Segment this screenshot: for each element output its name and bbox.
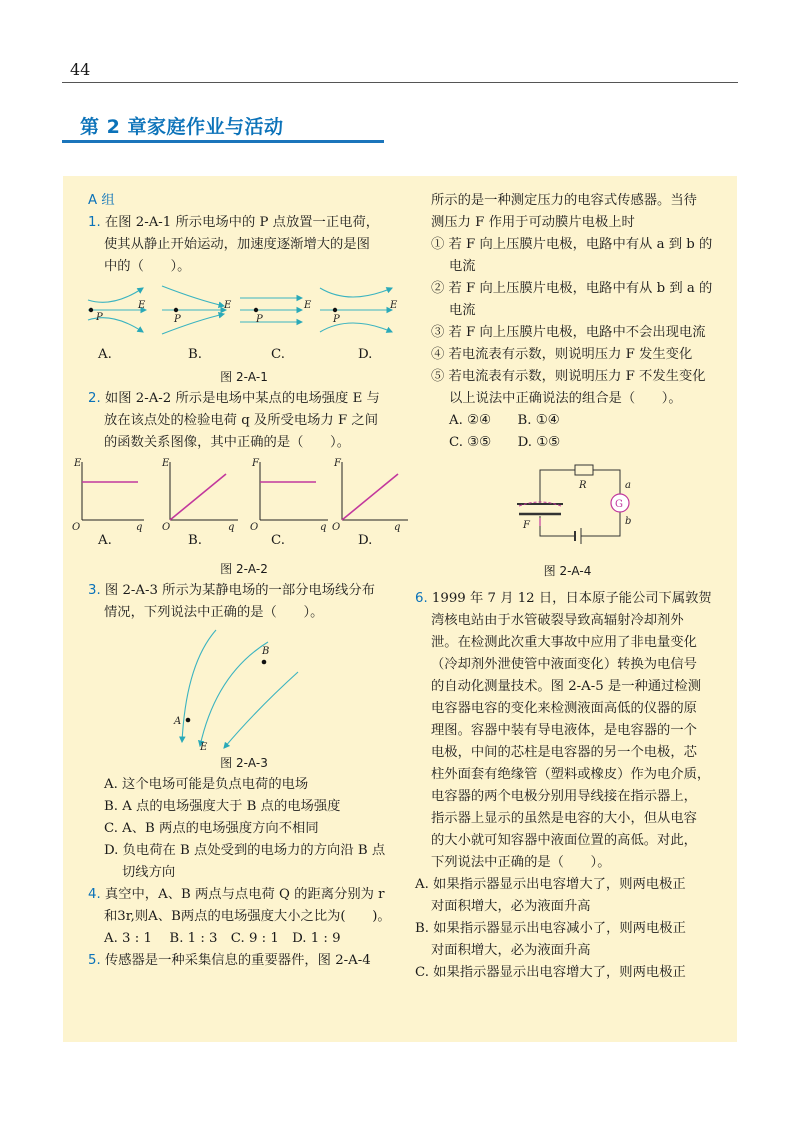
option-label: B. xyxy=(188,347,202,362)
figure-caption: 图 2-A-3 xyxy=(220,756,268,770)
question-text: 如图 2-A-2 所示是电场中某点的电场强度 E 与 xyxy=(104,391,380,406)
question-number: 1. xyxy=(88,215,101,230)
question-6-options xyxy=(415,874,720,984)
point-b-label: B xyxy=(262,646,270,657)
option: 对面积增大，必为液面升高 xyxy=(431,943,591,958)
x-axis-label: q xyxy=(136,522,143,533)
x-axis-label: q xyxy=(394,522,401,533)
option-label: C. xyxy=(271,533,285,548)
figure-caption: 图 2-A-4 xyxy=(543,564,592,578)
question-number: 3. xyxy=(88,583,101,598)
question-text: 湾核电站由于水管破裂导致高辐射冷却剂外 xyxy=(431,613,684,628)
point-label: P xyxy=(96,312,103,323)
statement: 以上说法中正确说法的组合是（ ）。 xyxy=(449,391,682,406)
option: C. 如果指示器显示出电容增大了，则两电极正 xyxy=(415,965,686,980)
question-text: 下列说法中正确的是（ ）。 xyxy=(431,855,611,870)
question-options: A. ②④ B. ①④ xyxy=(449,413,560,428)
statement: ⑤ 若电流表有示数，则说明压力 F 不发生变化 xyxy=(431,369,706,384)
option: A. 如果指示器显示出电容增大了，则两电极正 xyxy=(415,877,686,892)
page-number: 44 xyxy=(70,60,91,79)
left-column xyxy=(72,190,401,972)
figure-2-A-4 xyxy=(415,460,720,560)
y-axis-label: E xyxy=(74,458,82,469)
question-3 xyxy=(88,580,400,624)
question-number: 6. xyxy=(415,591,428,606)
question-text: 的函数关系图像，其中正确的是（ ）。 xyxy=(104,435,350,450)
question-number: 2. xyxy=(88,391,101,406)
y-axis-label: F xyxy=(252,458,259,469)
statement: 电流 xyxy=(449,303,476,318)
question-text: 情况，下列说法中正确的是（ ）。 xyxy=(104,605,324,620)
question-text: 柱外面套有绝缘管（塑料或橡皮）作为电介质， xyxy=(431,767,711,782)
question-4 xyxy=(88,884,400,950)
option-label: B. xyxy=(188,533,202,548)
question-text: 电容器电容的变化来检测液面高低的仪器的原 xyxy=(431,701,697,716)
option: D. 负电荷在 B 点处受到的电场力的方向沿 B 点 xyxy=(104,843,386,858)
option: B. A 点的电场强度大于 B 点的电场强度 xyxy=(104,799,341,814)
point-label: P xyxy=(174,314,181,325)
header-rule xyxy=(62,82,738,83)
question-text: 测压力 F 作用于可动膜片电极上时 xyxy=(431,215,635,230)
question-options: C. ③⑤ D. ①⑤ xyxy=(449,435,561,450)
origin-label: O xyxy=(250,522,259,533)
field-label: E xyxy=(200,742,208,753)
option-label: D. xyxy=(358,347,373,362)
question-text: 指示器上显示的虽然是电容的大小，但从电容 xyxy=(431,811,697,826)
question-6 xyxy=(415,588,720,874)
question-text: 的自动化测量技术。图 2-A-5 是一种通过检测 xyxy=(431,679,702,694)
option: 切线方向 xyxy=(122,865,176,880)
statement: ④ 若电流表有示数，则说明压力 F 发生变化 xyxy=(431,347,693,362)
option: A. 这个电场可能是负点电荷的电场 xyxy=(104,777,309,792)
title-underline xyxy=(62,140,384,143)
origin-label: O xyxy=(332,522,341,533)
force-label: F xyxy=(523,520,530,531)
chapter-title: 第 2 章家庭作业与活动 xyxy=(80,116,284,138)
question-text: 理图。容器中装有导电液体，是电容器的一个 xyxy=(431,723,697,738)
question-text: 电容器的两个电极分别用导线接在指示器上， xyxy=(431,789,697,804)
resistor-symbol xyxy=(575,465,593,475)
question-text: 所示的是一种测定压力的电容式传感器。当待 xyxy=(431,193,697,208)
question-text: 电极，中间的芯柱是电容器的另一个电极，芯 xyxy=(431,745,697,760)
origin-label: O xyxy=(162,522,171,533)
figure-2-A-2 xyxy=(72,454,401,533)
origin-label: O xyxy=(72,522,81,533)
question-text: 的大小就可知容器中液面位置的高低。对此， xyxy=(431,833,697,848)
point-a-label: A xyxy=(174,716,182,727)
question-text: 图 2-A-3 所示为某静电场的一部分电场线分布 xyxy=(104,583,375,598)
question-text: 在图 2-A-1 所示电场中的 P 点放置一正电荷， xyxy=(104,215,380,230)
statement: ① 若 F 向上压膜片电极，电路中有从 a 到 b 的 xyxy=(431,237,713,252)
statement: ③ 若 F 向上压膜片电极，电路中不会出现电流 xyxy=(431,325,706,340)
x-axis-label: q xyxy=(320,522,327,533)
question-3-options xyxy=(88,774,400,884)
question-text: 泄。在检测此次重大事故中应用了非电量变化 xyxy=(431,635,697,650)
terminal-a-label: a xyxy=(625,480,631,491)
terminal-b-label: b xyxy=(625,516,632,527)
option-label: A. xyxy=(98,533,112,548)
option-label: A. xyxy=(98,347,112,362)
point-label: P xyxy=(256,314,263,325)
right-column xyxy=(415,190,720,984)
option-label: C. xyxy=(271,347,285,362)
figure-caption: 图 2-A-1 xyxy=(220,370,268,384)
field-label: E xyxy=(390,300,398,311)
option: B. 如果指示器显示出电容减小了，则两电极正 xyxy=(415,921,686,936)
figure-2-A-3 xyxy=(88,624,400,752)
question-options: A. 3 : 1 B. 1 : 3 C. 9 : 1 D. 1 : 9 xyxy=(104,931,341,946)
point-label: P xyxy=(333,314,340,325)
question-2 xyxy=(88,388,400,454)
resistor-label: R xyxy=(579,480,587,491)
field-label: E xyxy=(304,300,312,311)
question-number: 5. xyxy=(88,953,101,968)
group-heading: A 组 xyxy=(88,193,115,208)
question-text: 和3r,则A、B两点的电场强度大小之比为( )。 xyxy=(104,909,391,924)
question-text: 中的（ ）。 xyxy=(104,259,191,274)
question-text: （冷却剂外泄使管中液面变化）转换为电信号 xyxy=(431,657,697,672)
question-text: 1999 年 7 月 12 日，日本原子能公司下属敦贺 xyxy=(431,591,712,606)
y-axis-label: E xyxy=(162,458,170,469)
field-label: E xyxy=(224,300,232,311)
figure-caption: 图 2-A-2 xyxy=(220,562,268,576)
question-text: 传感器是一种采集信息的重要器件，图 2-A-4 xyxy=(104,953,371,968)
question-1 xyxy=(88,212,400,278)
statement: 电流 xyxy=(449,259,476,274)
option: C. A、B 两点的电场强度方向不相同 xyxy=(104,821,319,836)
statement: ② 若 F 向上压膜片电极，电路中有从 b 到 a 的 xyxy=(431,281,713,296)
x-axis-label: q xyxy=(228,522,235,533)
figure-options-row xyxy=(88,344,400,366)
option: 对面积增大，必为液面升高 xyxy=(431,899,591,914)
field-label: E xyxy=(138,300,146,311)
question-text: 使其从静止开始运动，加速度逐渐增大的是图 xyxy=(104,237,370,252)
figure-options-row xyxy=(88,530,400,552)
option-label: D. xyxy=(358,533,373,548)
question-text: 放在该点处的检验电荷 q 及所受电场力 F 之间 xyxy=(104,413,378,428)
figure-2-A-1 xyxy=(88,278,400,344)
question-text: 真空中，A、B 两点与点电荷 Q 的距离分别为 r xyxy=(104,887,385,902)
y-axis-label: F xyxy=(334,458,341,469)
question-number: 4. xyxy=(88,887,101,902)
question-5 xyxy=(88,950,400,972)
galvanometer-label: G xyxy=(615,499,623,510)
